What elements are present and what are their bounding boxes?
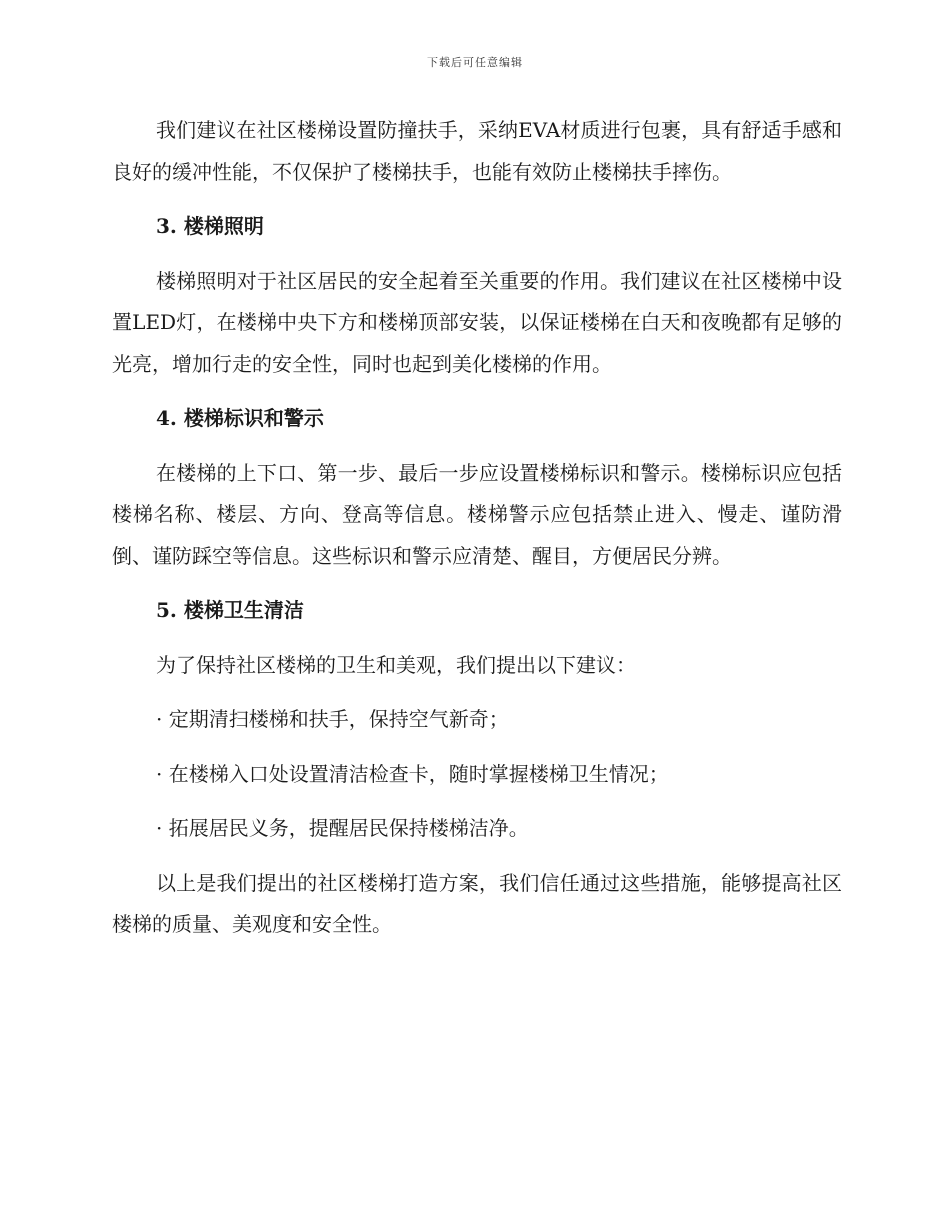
document-body xyxy=(112,110,842,959)
section-3-paragraph: 楼梯照明对于社区居民的安全起着至关重要的作用。我们建议在社区楼梯中设置LED灯，在楼梯中央下方和楼梯顶部安装，以保证楼梯在白天和夜晚都有足够的光亮，增加行走的安全性，同时也起到美化楼梯的作用。 xyxy=(112,268,842,376)
list-item: · 在楼梯入口处设置清洁检查卡，随时掌握楼梯卫生情况； xyxy=(156,761,669,786)
list-item: · 定期清扫楼梯和扶手，保持空气新奇； xyxy=(156,707,509,731)
list-item: · 拓展居民义务，提醒居民保持楼梯洁净。 xyxy=(156,816,529,840)
section-3-heading: 3. 楼梯照明 xyxy=(156,214,264,238)
section-5-intro: 为了保持社区楼梯的卫生和美观，我们提出以下建议： xyxy=(156,652,636,677)
intro-paragraph: 我们建议在社区楼梯设置防撞扶手，采纳EVA材质进行包裹，具有舒适手感和良好的缓冲性能，不仅保护了楼梯扶手，也能有效防止楼梯扶手摔伤。 xyxy=(112,118,842,184)
section-5-heading: 5. 楼梯卫生清洁 xyxy=(156,598,304,622)
closing-paragraph: 以上是我们提出的社区楼梯打造方案，我们信任通过这些措施，能够提高社区楼梯的质量、美观度和安全性。 xyxy=(112,870,842,936)
section-4-heading: 4. 楼梯标识和警示 xyxy=(156,406,324,430)
section-4-paragraph: 在楼梯的上下口、第一步、最后一步应设置楼梯标识和警示。楼梯标识应包括楼梯名称、楼层、方向、登高等信息。楼梯警示应包括禁止进入、慢走、谨防滑倒、谨防踩空等信息。这些标识和警示应清楚、醒目，方便居民分辨。 xyxy=(112,460,842,568)
page-header: 下载后可任意编辑 xyxy=(427,56,523,69)
